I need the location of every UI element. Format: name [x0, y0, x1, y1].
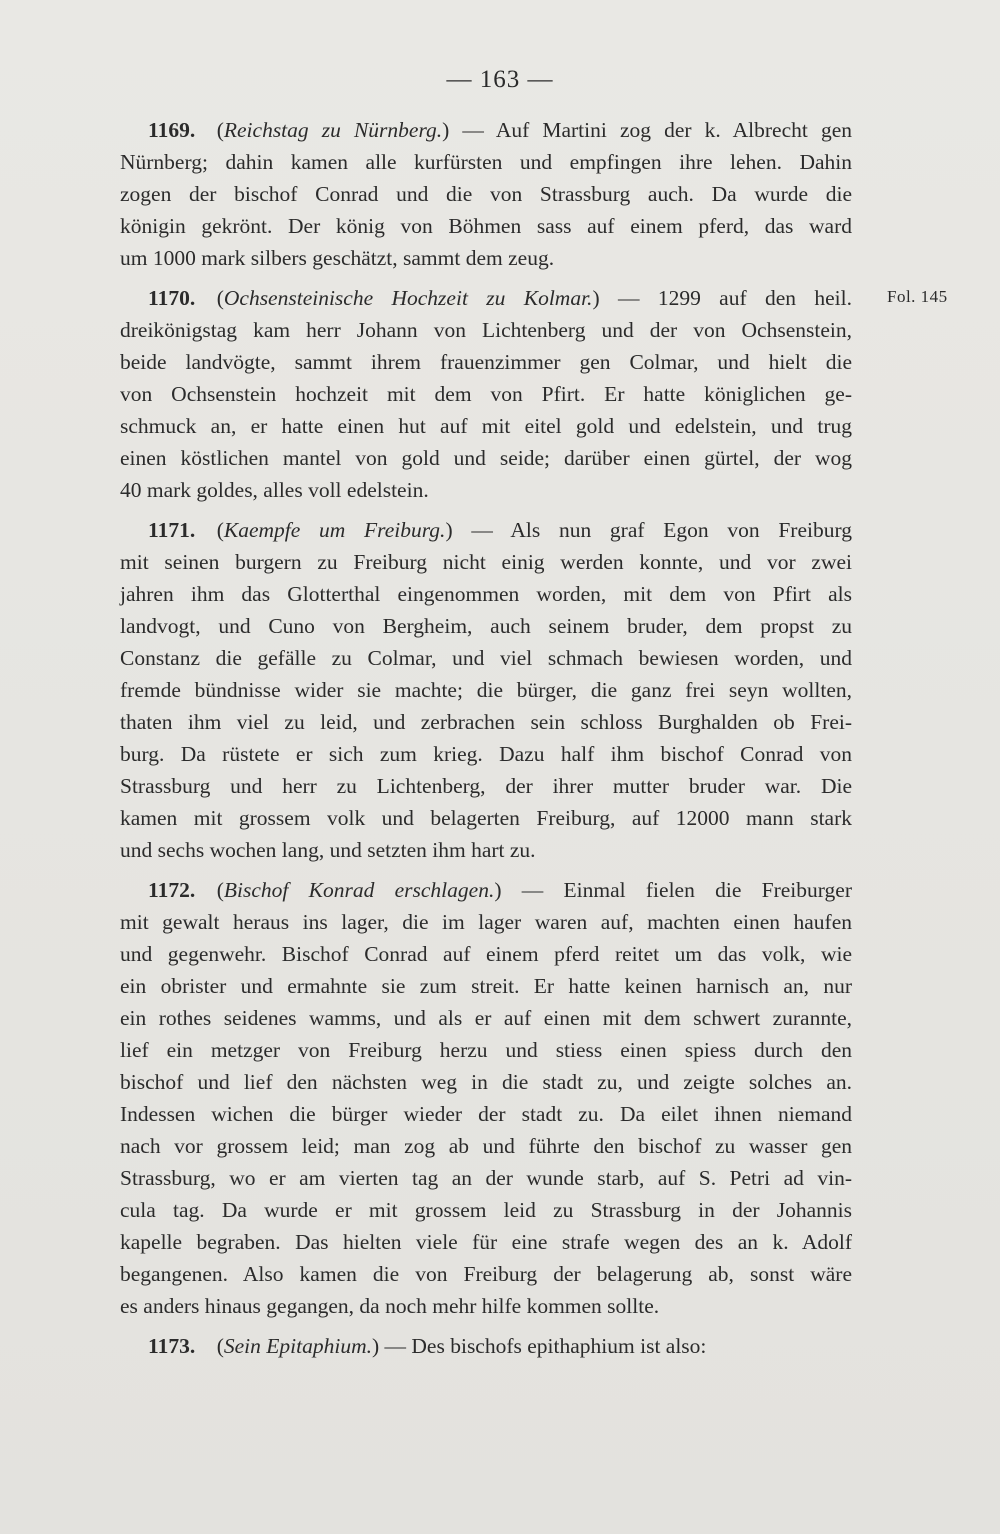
text-line	[120, 474, 852, 506]
line-text: Strassburg, wo er am vierten tag an der wunde starb, auf S. Petri ad vin-	[120, 1166, 852, 1190]
line-text: schmuck an, er hatte einen hut auf mit eitel gold und edelstein, und trug	[120, 414, 852, 438]
title-paren-open: (	[216, 286, 224, 310]
line-text: Indessen wichen die bürger wieder der stadt zu. Da eilet ihnen niemand	[120, 1102, 852, 1126]
text-line	[120, 442, 852, 474]
entry-1171	[120, 514, 852, 866]
line-text: bischof und lief den nächsten weg in die stadt zu, und zeigte solches an.	[120, 1070, 852, 1094]
line-text: kamen mit grossem volk und belagerten Freiburg, auf 12000 mann stark	[120, 806, 852, 830]
entry-title: Reichstag zu Nürnberg.	[223, 118, 443, 142]
line-text: landvogt, und Cuno von Bergheim, auch seinem bruder, dem propst zu	[120, 614, 852, 638]
line-text: einen köstlichen mantel von gold und seide; darüber einen gürtel, der wog	[120, 446, 852, 470]
text-line	[120, 738, 852, 770]
line-text: zogen der bischof Conrad und die von Strassburg auch. Da wurde die	[120, 182, 852, 206]
entry-1170	[120, 282, 852, 506]
text-line	[120, 514, 852, 546]
text-line	[120, 874, 852, 906]
entry-title: Kaempfe um Freiburg.	[223, 518, 446, 542]
line-text: begangenen. Also kamen die von Freiburg der belagerung ab, sonst wäre	[120, 1262, 852, 1286]
text-line	[120, 970, 852, 1002]
title-paren-close: )	[592, 286, 600, 310]
text-line	[120, 706, 852, 738]
text-line	[120, 546, 852, 578]
text-line	[120, 834, 852, 866]
body-text	[120, 114, 852, 1370]
line-text: beide landvögte, sammt ihrem frauenzimmer gen Colmar, und hielt die	[120, 350, 852, 374]
text-line	[120, 578, 852, 610]
text-line	[120, 1130, 852, 1162]
entry-number: 1169.	[148, 118, 196, 142]
line-text: mit gewalt heraus ins lager, die im lager waren auf, machten einen haufen	[120, 910, 852, 934]
line-text: cula tag. Da wurde er mit grossem leid zu Strassburg in der Johannis	[120, 1198, 852, 1222]
line-text: nach vor grossem leid; man zog ab und führte den bischof zu wasser gen	[120, 1134, 852, 1158]
entry-1172	[120, 874, 852, 1322]
folio-margin-note: Fol. 145	[887, 287, 948, 306]
text-line	[120, 378, 852, 410]
text-line	[120, 906, 852, 938]
line-text: um 1000 mark silbers geschätzt, sammt dem zeug.	[120, 246, 555, 270]
entry-title: Ochsensteinische Hochzeit zu Kolmar.	[223, 286, 593, 310]
line-text: mit seinen burgern zu Freiburg nicht einig werden konnte, und vor zwei	[120, 550, 852, 574]
title-paren-close: )	[494, 878, 502, 902]
line-text: 40 mark goldes, alles voll edelstein.	[120, 478, 429, 502]
text-line	[120, 346, 852, 378]
entry-1169	[120, 114, 852, 274]
text-line	[120, 178, 852, 210]
line-text: und gegenwehr. Bischof Conrad auf einem pferd reitet um das volk, wie	[120, 942, 852, 966]
text-line	[120, 1258, 852, 1290]
text-line	[120, 410, 852, 442]
text-line	[120, 770, 852, 802]
line-text: — Einmal fielen die Freiburger	[521, 878, 852, 902]
entry-1173	[120, 1330, 852, 1362]
page-number: — 163 —	[446, 66, 554, 93]
text-line	[120, 314, 852, 346]
line-text: königin gekrönt. Der könig von Böhmen sass auf einem pferd, das ward	[120, 214, 852, 238]
line-text: und sechs wochen lang, und setzten ihm hart zu.	[120, 838, 536, 862]
line-text: es anders hinaus gegangen, da noch mehr hilfe kommen sollte.	[120, 1294, 660, 1318]
text-line	[120, 610, 852, 642]
text-line	[120, 938, 852, 970]
text-line	[120, 1162, 852, 1194]
entry-number: 1171.	[148, 518, 196, 542]
title-paren-open: (	[216, 1334, 224, 1358]
text-line	[120, 210, 852, 242]
line-text: ein rothes seidenes wamms, und als er auf einen mit dem schwert zurannte,	[120, 1006, 852, 1030]
text-line	[120, 242, 852, 274]
line-text: thaten ihm viel zu leid, und zerbrachen sein schloss Burghalden ob Frei-	[120, 710, 852, 734]
text-line	[120, 114, 852, 146]
title-paren-close: )	[371, 1334, 380, 1358]
text-line	[120, 1034, 852, 1066]
text-line	[120, 146, 852, 178]
entry-number: 1172.	[148, 878, 196, 902]
title-paren-open: (	[216, 518, 224, 542]
line-text: jahren ihm das Glotterthal eingenommen worden, mit dem von Pfirt als	[120, 582, 852, 606]
title-paren-close: )	[445, 518, 453, 542]
line-text: — 1299 auf den heil.	[617, 286, 852, 310]
entry-number: 1170.	[148, 286, 196, 310]
text-line	[120, 1330, 852, 1362]
line-text: — Als nun graf Egon von Freiburg	[471, 518, 852, 542]
line-text: dreikönigstag kam herr Johann von Lichtenberg und der von Ochsenstein,	[120, 318, 852, 342]
text-line	[120, 282, 852, 314]
line-text: von Ochsenstein hochzeit mit dem von Pfirt. Er hatte königlichen ge-	[120, 382, 852, 406]
entry-title: Bischof Konrad erschlagen.	[223, 878, 495, 902]
line-text: ein obrister und ermahnte sie zum streit. Er hatte keinen harnisch an, nur	[120, 974, 852, 998]
text-line	[120, 1066, 852, 1098]
line-text: Nürnberg; dahin kamen alle kurfürsten und empfingen ihre lehen. Dahin	[120, 150, 852, 174]
line-text: burg. Da rüstete er sich zum krieg. Dazu half ihm bischof Conrad von	[120, 742, 852, 766]
text-line	[120, 1194, 852, 1226]
entry-title: Sein Epitaphium.	[223, 1334, 372, 1358]
text-line	[120, 642, 852, 674]
line-text: fremde bündnisse wider sie machte; die bürger, die ganz frei seyn wollten,	[120, 678, 852, 702]
title-paren-open: (	[216, 118, 224, 142]
text-line	[120, 802, 852, 834]
text-line	[120, 1002, 852, 1034]
line-text: kapelle begraben. Das hielten viele für eine strafe wegen des an k. Adolf	[120, 1230, 852, 1254]
line-text: — Auf Martini zog der k. Albrecht gen	[462, 118, 853, 142]
text-line	[120, 674, 852, 706]
line-text: — Des bischofs epithaphium ist also:	[384, 1334, 707, 1358]
title-paren-open: (	[216, 878, 224, 902]
line-text: lief ein metzger von Freiburg herzu und stiess einen spiess durch den	[120, 1038, 852, 1062]
text-line	[120, 1098, 852, 1130]
line-text: Strassburg und herr zu Lichtenberg, der ihrer mutter bruder war. Die	[120, 774, 852, 798]
text-line	[120, 1290, 852, 1322]
title-paren-close: )	[442, 118, 450, 142]
line-text: Constanz die gefälle zu Colmar, und viel schmach bewiesen worden, und	[120, 646, 852, 670]
entry-number: 1173.	[148, 1334, 196, 1358]
text-line	[120, 1226, 852, 1258]
